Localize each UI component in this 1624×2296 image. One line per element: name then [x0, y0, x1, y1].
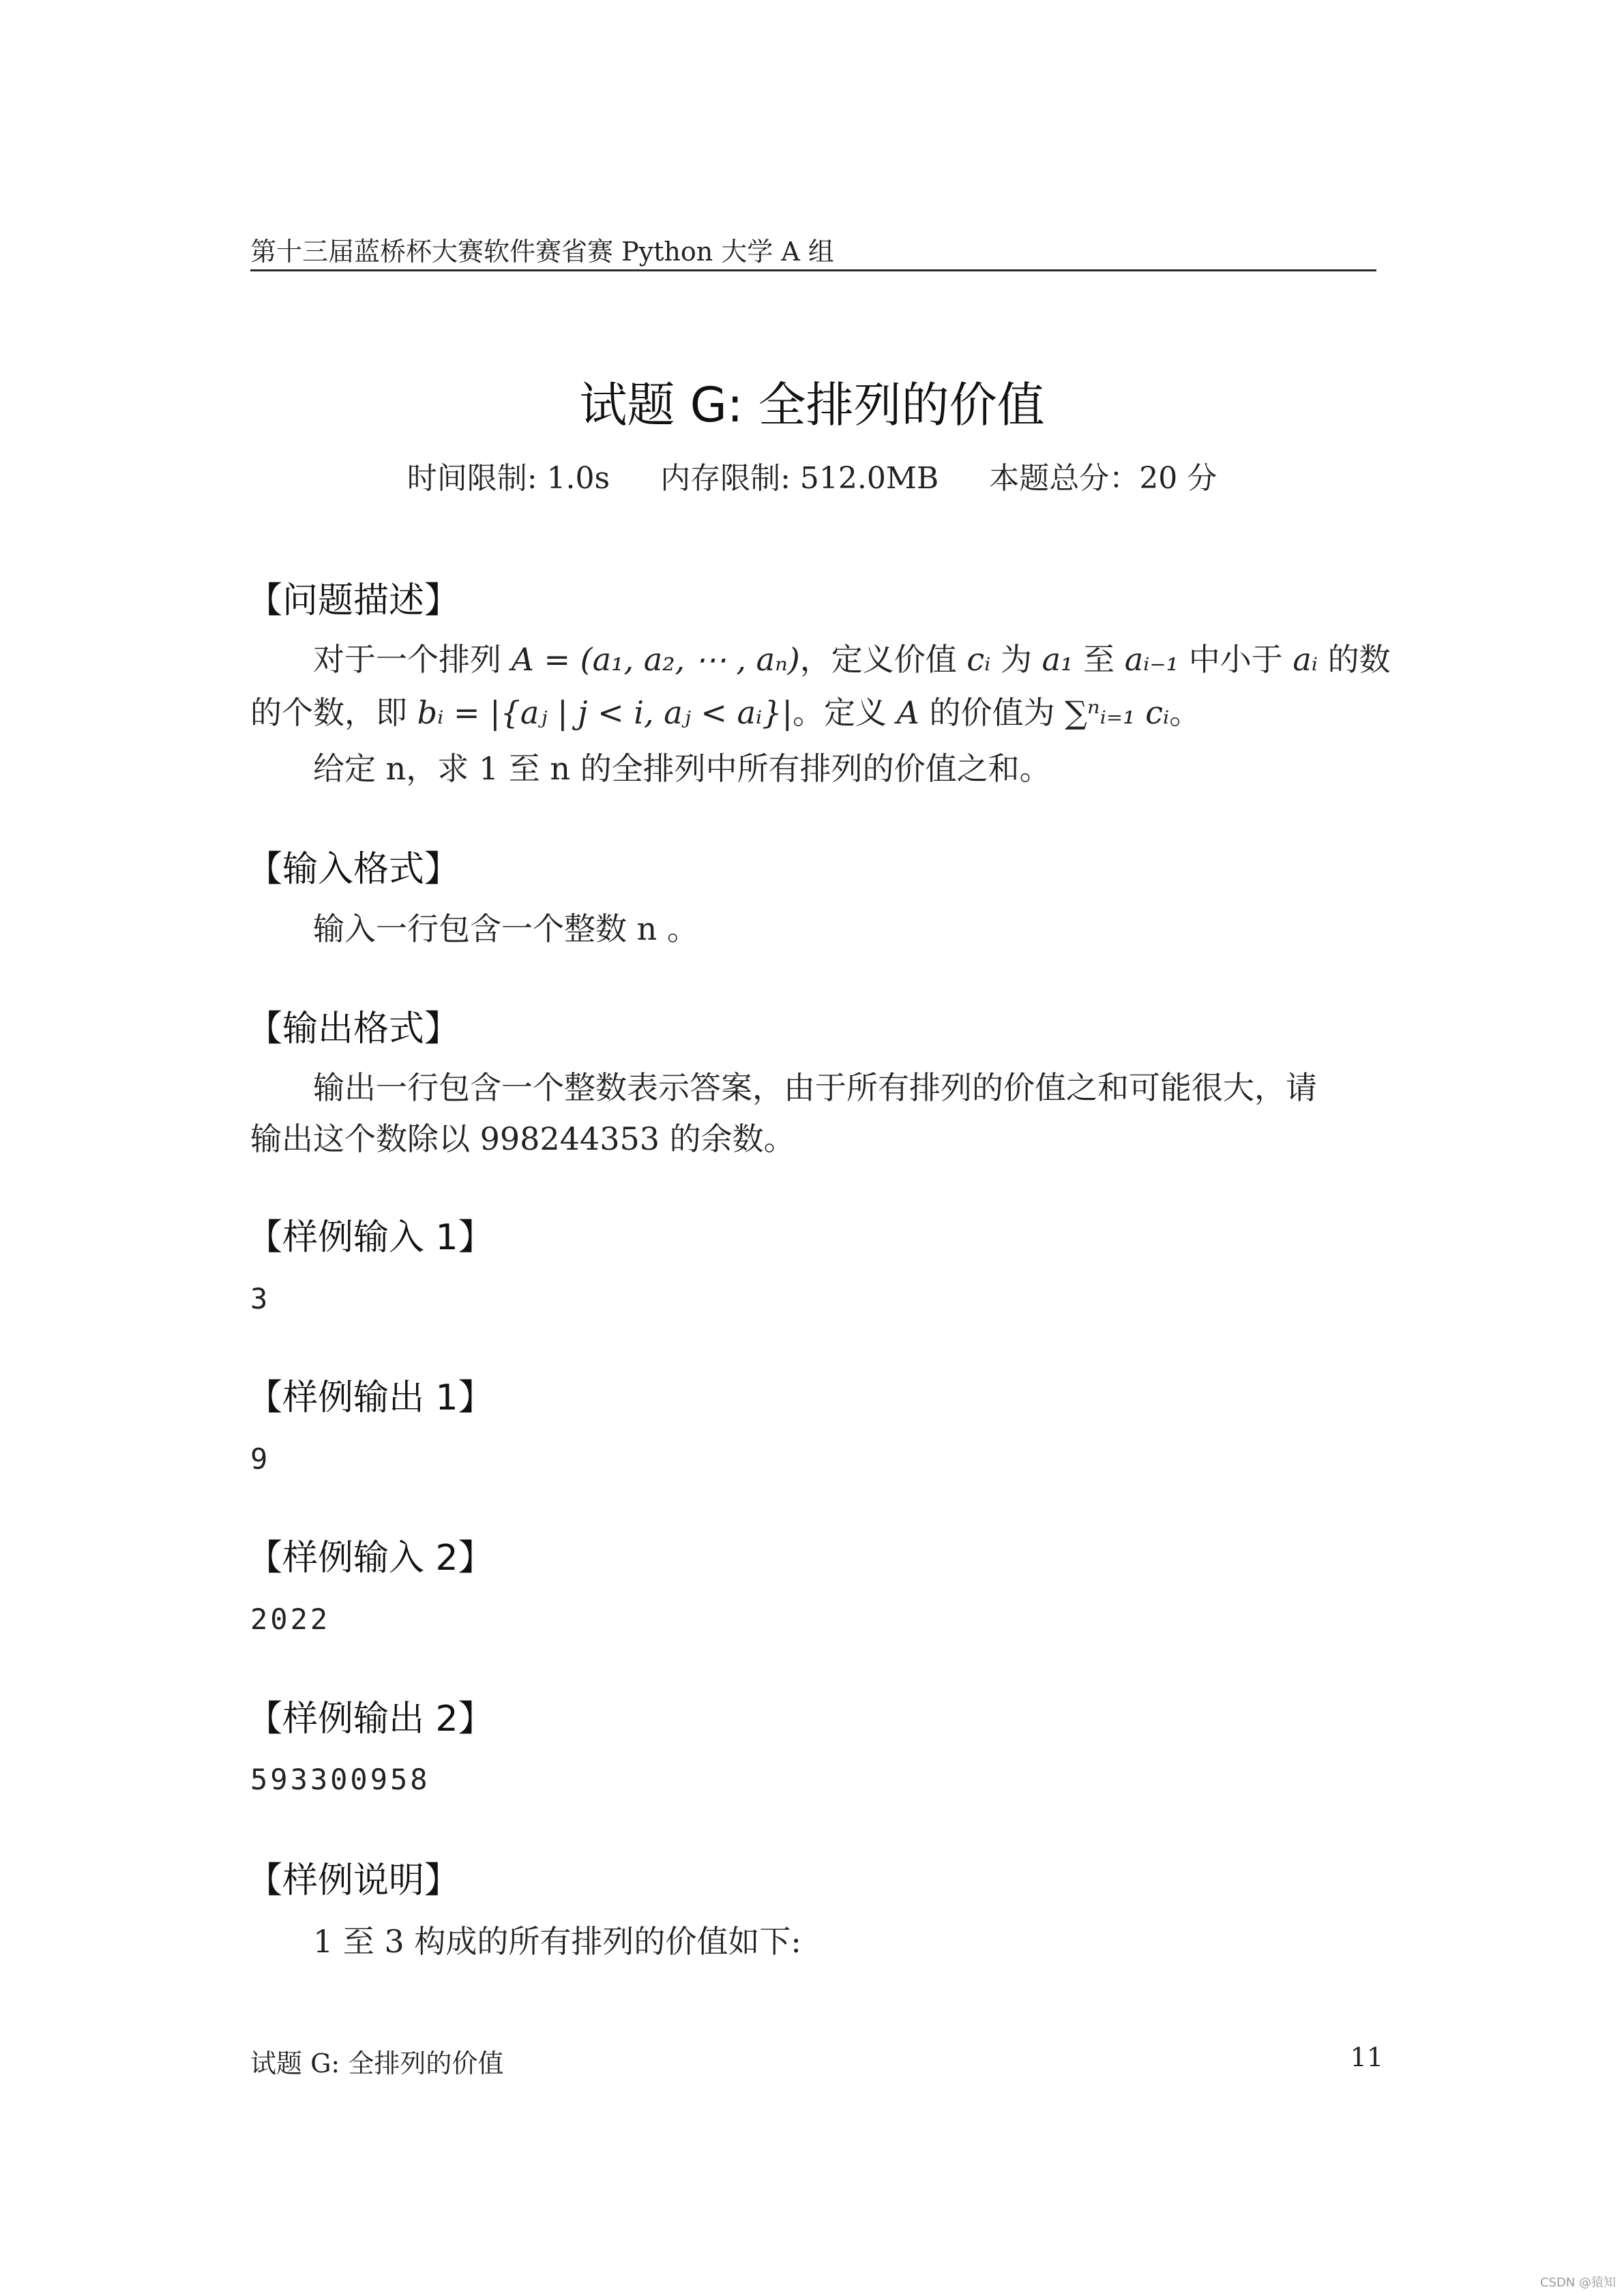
math-sum: ∑ⁿᵢ₌₁ cᵢ	[1065, 694, 1170, 731]
math-permutation: A = (a₁, a₂, ⋯ , aₙ)	[511, 641, 800, 678]
sample-output-2-value: 593300958	[250, 1763, 430, 1796]
math-ai-minus-1: aᵢ₋₁	[1124, 641, 1179, 678]
section-heading-sample-input-2: 【样例输入 2】	[247, 1538, 494, 1579]
section-heading-sample-output-2: 【样例输出 2】	[247, 1699, 494, 1740]
math-a1: a₁	[1042, 641, 1074, 678]
time-limit: 时间限制: 1.0s	[407, 461, 610, 496]
problem-title: 试题 G: 全排列的价值	[579, 377, 1045, 433]
header-rule	[250, 269, 1376, 271]
section-heading-sample-explanation: 【样例说明】	[247, 1860, 460, 1901]
output-format-line-1: 输出一行包含一个整数表示答案，由于所有排列的价值之和可能很大，请	[313, 1069, 1317, 1106]
problem-meta	[0, 453, 1624, 497]
page-number: 11	[1350, 2042, 1383, 2072]
section-heading-sample-input-1: 【样例输入 1】	[247, 1217, 494, 1258]
section-heading-sample-output-1: 【样例输出 1】	[247, 1377, 494, 1418]
math-ai: aᵢ	[1293, 641, 1318, 678]
description-line-1	[250, 633, 1446, 686]
math-A: A	[896, 694, 919, 731]
memory-limit: 内存限制: 512.0MB	[660, 461, 939, 496]
text: 的个数，即	[250, 694, 417, 731]
text: 的数	[1318, 641, 1391, 678]
sample-output-1-value: 9	[250, 1442, 271, 1476]
text: 中小于	[1179, 641, 1293, 678]
sample-input-1-value: 3	[250, 1282, 271, 1315]
sample-input-2-value: 2022	[250, 1602, 331, 1636]
watermark: CSDN @猿知	[1539, 2276, 1616, 2290]
text: 的价值为	[919, 694, 1065, 731]
input-format-text: 输入一行包含一个整数 n 。	[313, 910, 698, 947]
text: 为	[990, 641, 1042, 678]
description-line-2	[250, 686, 1383, 739]
sample-explanation-text: 1 至 3 构成的所有排列的价值如下:	[313, 1923, 801, 1960]
text: 。定义	[793, 694, 897, 731]
total-score: 本题总分：20 分	[989, 461, 1217, 496]
math-bi-definition: bᵢ = |{aⱼ | j < i, aⱼ < aᵢ}|	[417, 694, 793, 731]
description-line-3: 给定 n，求 1 至 n 的全排列中所有排列的价值之和。	[313, 750, 1051, 787]
text: 。	[1169, 694, 1201, 731]
output-format-line-2: 输出这个数除以 998244353 的余数。	[250, 1120, 795, 1157]
section-heading-description: 【问题描述】	[247, 580, 460, 621]
math-ci: cᵢ	[966, 641, 991, 678]
text: 对于一个排列	[313, 641, 512, 678]
section-heading-output-format: 【输出格式】	[247, 1009, 460, 1049]
running-header: 第十三届蓝桥杯大赛软件赛省赛 Python 大学 A 组	[250, 237, 834, 267]
text: ，定义价值	[799, 641, 967, 678]
text: 至	[1073, 641, 1125, 678]
footer-title: 试题 G: 全排列的价值	[250, 2048, 504, 2078]
section-heading-input-format: 【输入格式】	[247, 849, 460, 890]
